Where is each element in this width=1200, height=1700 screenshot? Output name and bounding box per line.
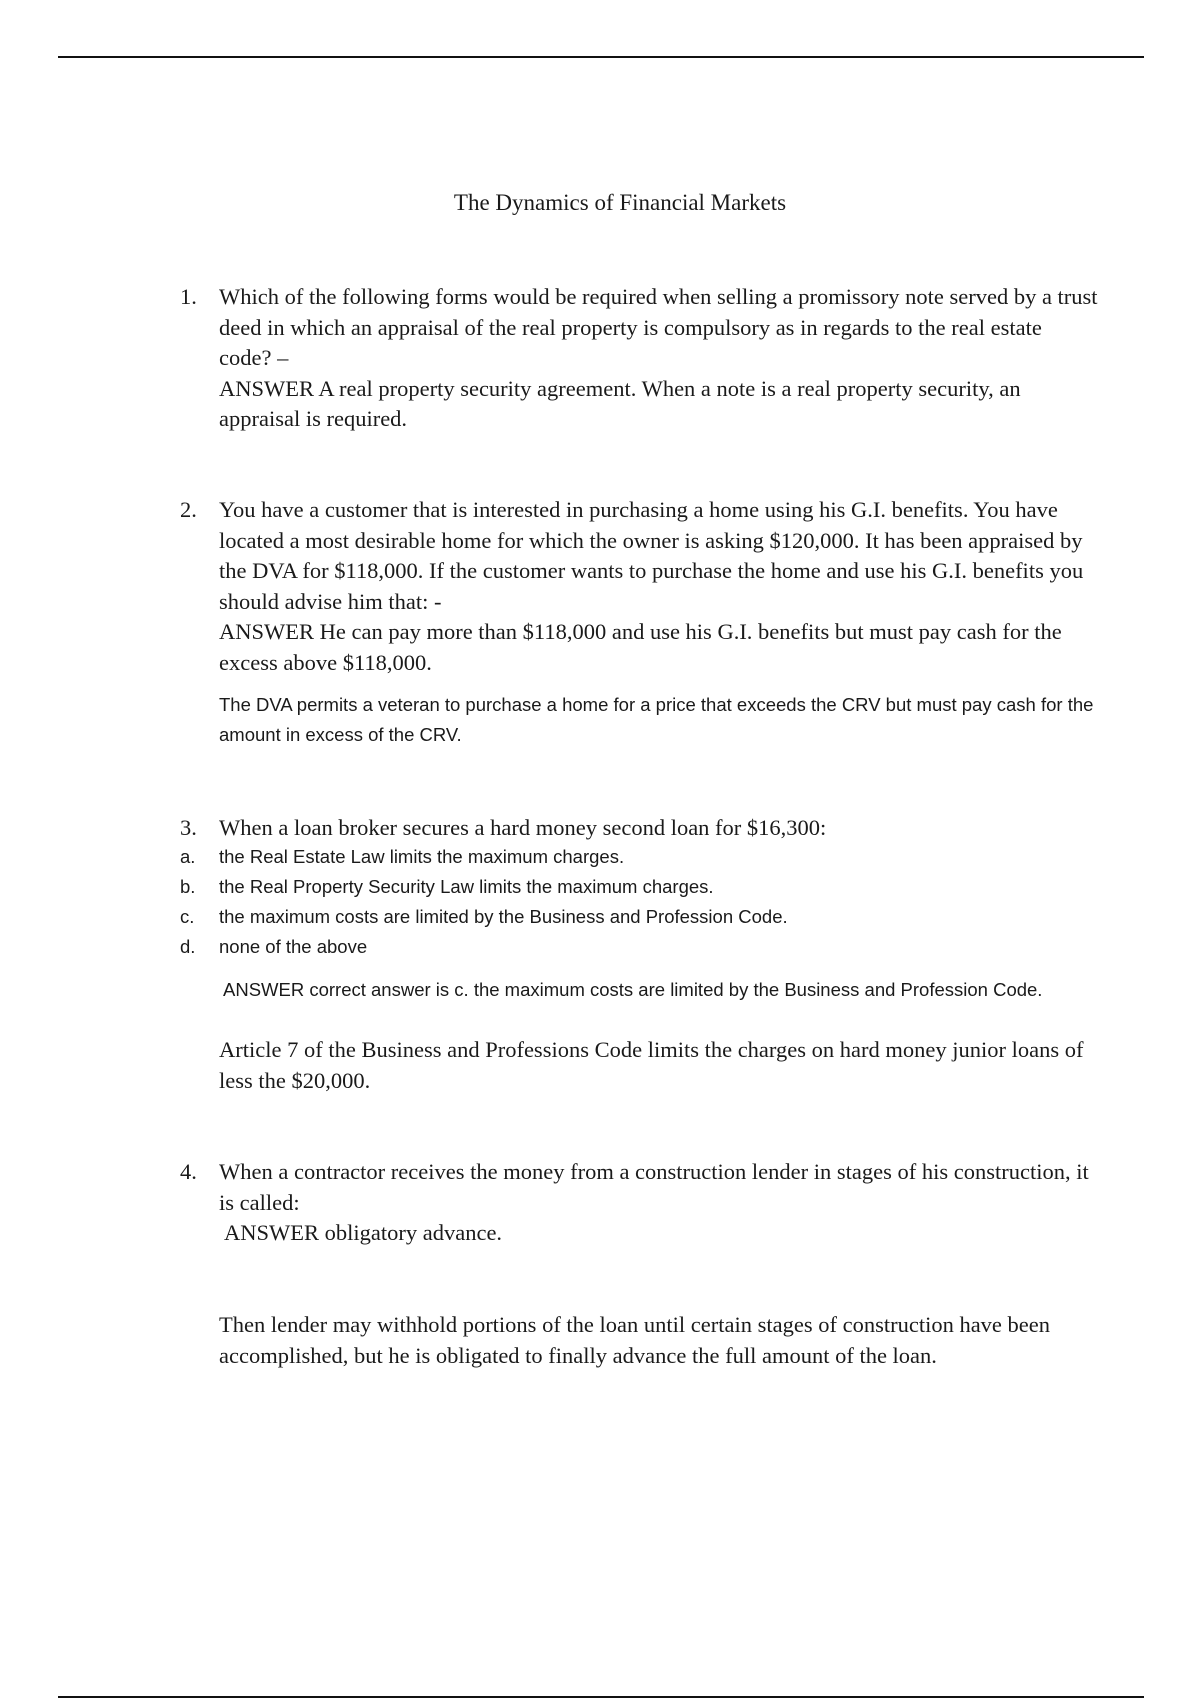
option-text: none of the above: [219, 936, 368, 957]
question-number: 2.: [180, 497, 197, 522]
bottom-rule: [58, 1696, 1144, 1698]
page-title: The Dynamics of Financial Markets: [453, 190, 787, 215]
option-text: the maximum costs are limited by the Business and Profession Code.: [219, 906, 788, 927]
question-text: Which of the following forms would be required when selling a promissory note served by a trust deed in which an appraisal of the real property is compulsory as in regards to the real estate code? –: [219, 284, 1098, 370]
option-d: [180, 932, 1100, 962]
answer-text: ANSWER obligatory advance.: [224, 1220, 503, 1245]
option-text: the Real Estate Law limits the maximum charges.: [219, 846, 625, 867]
option-a: [180, 842, 1100, 872]
question-text: You have a customer that is interested in purchasing a home using his G.I. benefits. You have located a most desirable home for which the owner is asking $120,000. It has been appraised by the DVA for $118,000. If the customer wants to purchase the home and use his G.I. benefits you should advise him that: -: [219, 497, 1084, 614]
top-rule: [58, 56, 1144, 58]
question-text: When a contractor receives the money from a construction lender in stages of his construction, it is called:: [219, 1159, 1089, 1215]
question-number: 4.: [180, 1159, 197, 1184]
option-c: [180, 902, 1100, 932]
option-letter: b.: [180, 876, 196, 897]
question-number: 3.: [180, 815, 197, 840]
option-text: the Real Property Security Law limits the maximum charges.: [219, 876, 714, 897]
answer-text: ANSWER correct answer is c. the maximum costs are limited by the Business and Profession Code.: [223, 979, 1043, 1000]
explanation-text: Article 7 of the Business and Professions Code limits the charges on hard money junior loans of less the $20,000.: [219, 1037, 1084, 1093]
option-letter: d.: [180, 936, 196, 957]
answer-text: ANSWER He can pay more than $118,000 and use his G.I. benefits but must pay cash for the excess above $118,000.: [219, 619, 1062, 675]
question-number: 1.: [180, 284, 197, 309]
explanation-text: Then lender may withhold portions of the loan until certain stages of construction have been accomplished, but he is obligated to finally advance the full amount of the loan.: [219, 1312, 1051, 1368]
answer-text: ANSWER A real property security agreement. When a note is a real property security, an appraisal is required.: [219, 375, 1021, 431]
option-letter: c.: [180, 906, 195, 927]
question-text: When a loan broker secures a hard money second loan for $16,300:: [219, 815, 827, 840]
option-b: [180, 872, 1100, 902]
option-letter: a.: [180, 846, 196, 867]
explanation-text: The DVA permits a veteran to purchase a home for a price that exceeds the CRV but must pay cash for the amount in excess of the CRV.: [219, 694, 1094, 745]
